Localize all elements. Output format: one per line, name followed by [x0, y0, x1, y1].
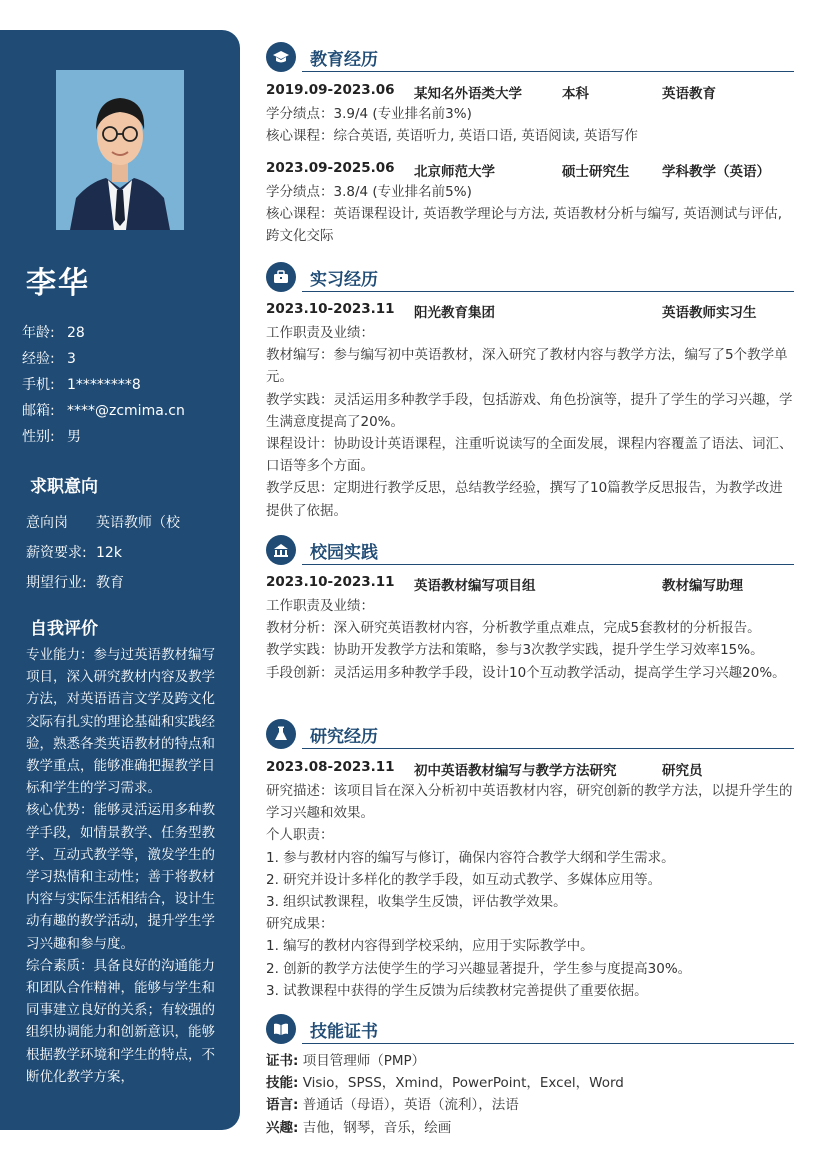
- detail-line: 教材分析：深入研究英语教材内容，分析教学重点难点，完成5套教材的分析报告。: [266, 620, 761, 637]
- section-title: 研究经历: [310, 727, 378, 747]
- detail-line: 研究描述：该项目旨在深入分析初中英语教材内容，研究创新的教学方法，以提升学生的学习兴趣和效果。: [266, 783, 793, 822]
- section-title: 实习经历: [310, 270, 378, 290]
- period: 2023.09-2025.06: [266, 160, 395, 176]
- role: 研究员: [662, 763, 703, 779]
- education-entry-details: [266, 103, 794, 147]
- info-value: ****@zcmima.cn: [67, 403, 185, 419]
- skill-value: 吉他，钢琴，音乐，绘画: [302, 1119, 452, 1136]
- major: 英语教育: [662, 86, 716, 102]
- research-section-header: [266, 719, 794, 753]
- detail-line: 学分绩点：3.9/4 (专业排名前3%): [266, 106, 472, 122]
- info-label: 邮箱:: [22, 403, 55, 419]
- skill-label: 兴趣:: [266, 1119, 299, 1136]
- detail-line: 课程设计：协助设计英语课程，注重听说读写的全面发展，课程内容覆盖了语法、词汇、口语等多个方面。: [266, 436, 793, 475]
- period: 2023.08-2023.11: [266, 759, 395, 775]
- info-row: [22, 320, 185, 346]
- period: 2019.09-2023.06: [266, 82, 395, 98]
- section-title: 教育经历: [310, 50, 378, 70]
- detail-line: 研究成果：: [266, 916, 334, 933]
- degree: 硕士研究生: [562, 164, 630, 180]
- detail-line: 手段创新：灵活运用多种教学手段，设计10个互动教学活动，提高学生学习兴趣20%。: [266, 664, 786, 681]
- info-label: 手机:: [22, 377, 55, 393]
- intent-row: [26, 508, 180, 538]
- info-value: 男: [67, 429, 81, 445]
- skill-label: 证书:: [266, 1053, 299, 1069]
- self-eval-paragraph: 综合素质：具备良好的沟通能力和团队合作精神，能够与学生和同事建立良好的关系；有较强的组织协调能力和创新意识，能够根据教学环境和学生的特点，不断优化教学方案，: [26, 957, 215, 1085]
- candidate-name: 李华: [26, 266, 90, 301]
- role: 教材编写助理: [662, 578, 743, 594]
- skill-value: 项目管理师（PMP）: [302, 1053, 426, 1069]
- detail-line: 1. 参与教材内容的编写与修订，确保内容符合教学大纲和学生需求。: [266, 849, 675, 866]
- campus-section-header: [266, 535, 794, 569]
- info-row: [22, 424, 185, 450]
- section-divider: [302, 291, 794, 292]
- info-value: 28: [67, 325, 85, 341]
- info-label: 性别:: [22, 429, 55, 445]
- detail-line: 3. 组织试教课程，收集学生反馈，评估教学效果。: [266, 894, 567, 911]
- sidebar: [0, 30, 240, 1130]
- school: 北京师范大学: [414, 164, 495, 180]
- education-entry-header: [266, 82, 794, 102]
- organization: 阳光教育集团: [414, 305, 495, 321]
- info-row: [22, 346, 185, 372]
- education-entry-details: [266, 181, 794, 248]
- intent-value: 12k: [96, 545, 122, 561]
- intent-label: 期望行业:: [26, 575, 87, 591]
- self-eval-paragraph: 专业能力：参与过英语教材编写项目，深入研究教材内容及教学方法，对英语语言文学及跨文化交际有扎实的理论基础和实践经验，熟悉各类英语教材的特点和教学重点，能够准确把握教学目标和学生的学习需求。: [26, 647, 215, 797]
- intent-row: [26, 538, 180, 568]
- detail-line: 教材编写：参与编写初中英语教材，深入研究了教材内容与教学方法，编写了5个教学单元。: [266, 347, 788, 386]
- skills-list: [266, 1050, 624, 1139]
- detail-line: 教学实践：协助开发教学方法和策略，参与3次教学实践，提升学生学习效率15%。: [266, 642, 764, 659]
- skill-value: 普通话（母语），英语（流利），法语: [302, 1097, 519, 1114]
- campus-entry-header: [266, 574, 794, 594]
- detail-line: 教学实践：灵活运用多种教学手段，包括游戏、角色扮演等，提升了学生的学习兴趣，学生满意度提高了20%。: [266, 391, 793, 430]
- personal-info: [22, 320, 185, 450]
- detail-line: 教学反思：定期进行教学反思，总结教学经验，撰写了10篇教学反思报告，为教学改进提供了依据。: [266, 480, 783, 519]
- detail-line: 个人职责：: [266, 827, 334, 844]
- section-divider: [302, 71, 794, 72]
- intent-label: 意向岗: [26, 515, 68, 531]
- section-divider: [302, 1043, 794, 1044]
- detail-line: 工作职责及业绩：: [266, 325, 374, 341]
- section-title: 技能证书: [310, 1022, 378, 1042]
- flask-icon: [266, 719, 296, 749]
- job-intent: [26, 508, 180, 598]
- skills-section-header: [266, 1014, 794, 1048]
- intent-value: 教育: [96, 575, 124, 591]
- detail-line: 2. 研究并设计多样化的教学手段，如互动式教学、多媒体应用等。: [266, 871, 662, 888]
- detail-line: 3. 试教课程中获得的学生反馈为后续教材完善提供了重要依据。: [266, 982, 648, 999]
- self-evaluation: [26, 644, 220, 1088]
- self-eval-paragraph: 核心优势：能够灵活运用多种教学手段，如情景教学、任务型教学、互动式教学等，激发学生的学习热情和主动性；善于将教材内容与实际生活相结合，设计生动有趣的教学活动，提升学生学习兴趣和参与度。: [26, 802, 215, 952]
- info-label: 年龄:: [22, 325, 55, 341]
- campus-details: [266, 595, 794, 684]
- skill-label: 技能:: [266, 1075, 299, 1092]
- detail-line: 工作职责及业绩：: [266, 598, 374, 614]
- intent-row: [26, 568, 180, 598]
- section-divider: [302, 564, 794, 565]
- internship-details: [266, 322, 794, 522]
- skill-row: [266, 1094, 624, 1116]
- education-section-header: [266, 42, 794, 76]
- detail-line: 1. 编写的教材内容得到学校采纳，应用于实际教学中。: [266, 938, 594, 955]
- period: 2023.10-2023.11: [266, 301, 395, 317]
- info-label: 经验:: [22, 351, 55, 367]
- info-row: [22, 372, 185, 398]
- organization: 英语教材编写项目组: [414, 578, 536, 594]
- section-title: 校园实践: [310, 543, 378, 563]
- research-entry-header: [266, 759, 794, 779]
- internship-entry-header: [266, 301, 794, 321]
- education-entry-header: [266, 160, 794, 180]
- self-eval-heading: 自我评价: [30, 619, 98, 639]
- project-name: 初中英语教材编写与教学方法研究: [414, 763, 617, 779]
- skill-label: 语言:: [266, 1097, 299, 1114]
- major: 学科教学（英语）: [662, 164, 770, 180]
- info-value: 1********8: [67, 377, 141, 393]
- skill-row: [266, 1072, 624, 1094]
- info-row: [22, 398, 185, 424]
- book-icon: [266, 1014, 296, 1044]
- skill-row: [266, 1050, 624, 1072]
- profile-photo: [56, 70, 184, 230]
- detail-line: 核心课程：综合英语, 英语听力, 英语口语, 英语阅读, 英语写作: [266, 128, 638, 145]
- detail-line: 核心课程：英语课程设计, 英语教学理论与方法, 英语教材分析与编写, 英语测试与评估, 跨文化交际: [266, 206, 783, 245]
- skill-row: [266, 1117, 624, 1139]
- skill-value: Visio，SPSS，Xmind，PowerPoint，Excel，Word: [302, 1075, 624, 1092]
- section-divider: [302, 748, 794, 749]
- graduation-cap-icon: [266, 42, 296, 72]
- info-value: 3: [67, 351, 76, 367]
- building-icon: [266, 535, 296, 565]
- research-details: [266, 780, 794, 1002]
- intent-label: 薪资要求:: [26, 545, 87, 561]
- internship-section-header: [266, 262, 794, 296]
- school: 某知名外语类大学: [414, 86, 522, 102]
- intent-heading: 求职意向: [30, 477, 98, 497]
- period: 2023.10-2023.11: [266, 574, 395, 590]
- detail-line: 2. 创新的教学方法使学生的学习兴趣显著提升，学生参与度提高30%。: [266, 960, 692, 977]
- role: 英语教师实习生: [662, 305, 757, 321]
- degree: 本科: [562, 86, 589, 102]
- briefcase-icon: [266, 262, 296, 292]
- intent-value: 英语教师（校: [96, 515, 180, 531]
- detail-line: 学分绩点：3.8/4 (专业排名前5%): [266, 184, 472, 200]
